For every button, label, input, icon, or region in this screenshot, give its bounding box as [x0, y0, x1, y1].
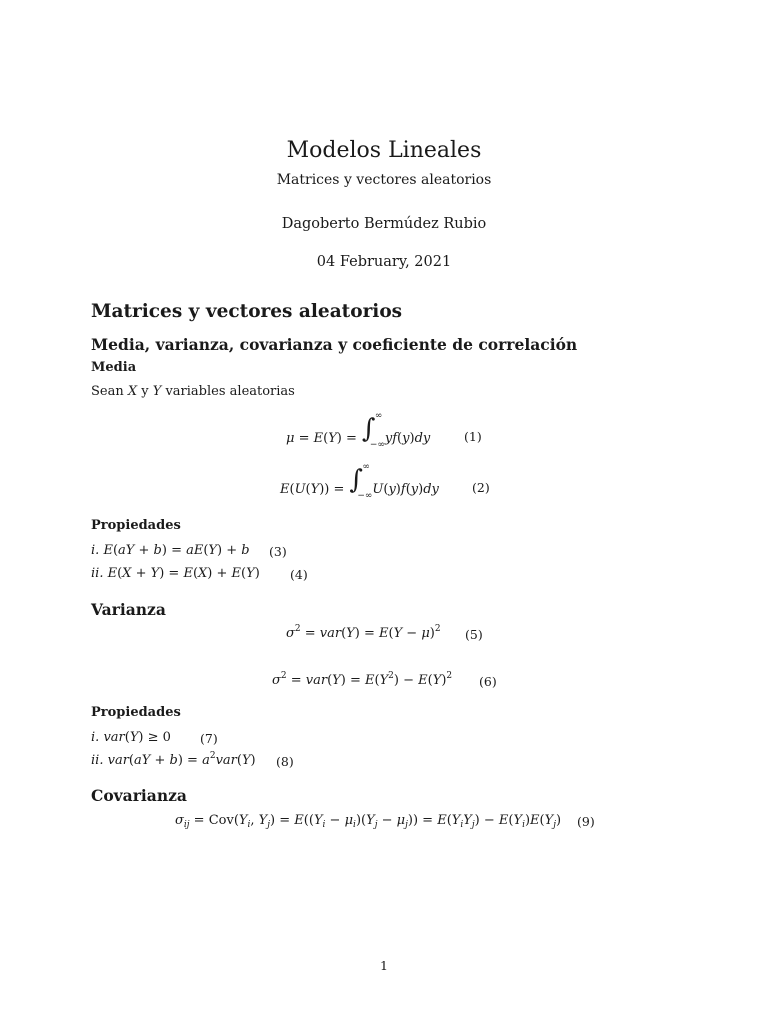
- math-token: (: [289, 482, 295, 497]
- math-token: 2: [280, 671, 287, 681]
- math-token: (: [327, 673, 333, 688]
- math-token: j: [471, 820, 475, 830]
- math-token: (: [446, 813, 452, 828]
- math-token: ): [254, 566, 260, 581]
- math-token: =: [286, 673, 306, 688]
- math-token: Y: [379, 673, 389, 688]
- math-token: Y: [238, 813, 248, 828]
- equation-5-number: (5): [465, 627, 483, 642]
- equation-1: [286, 411, 431, 450]
- math-token: (: [388, 626, 394, 641]
- math-token: ,: [250, 813, 259, 828]
- section-heading: Matrices y vectores aleatorios: [91, 301, 403, 322]
- math-token: ) =: [161, 543, 187, 558]
- math-token: E: [280, 482, 290, 497]
- math-token: (: [128, 753, 134, 768]
- math-token: b: [153, 543, 162, 558]
- math-token: Y: [258, 813, 268, 828]
- math-token: E: [437, 813, 447, 828]
- equation-6: [272, 673, 452, 688]
- math-token: yf: [384, 431, 398, 446]
- math-token: dy: [423, 482, 439, 497]
- math-token: ) =: [270, 813, 295, 828]
- math-token: dy: [414, 431, 431, 446]
- math-token: (: [383, 482, 389, 497]
- math-token: E: [313, 431, 324, 446]
- math-token: Y: [513, 813, 523, 828]
- subsection-heading: Media, varianza, covarianza y coeficiente de correlación: [91, 335, 578, 354]
- math-token: ((: [303, 813, 314, 828]
- document-title: Modelos Lineales: [286, 138, 482, 163]
- math-token: 2: [434, 624, 441, 634]
- math-token: Y: [432, 673, 442, 688]
- math-token: i: [322, 820, 326, 830]
- math-token: Y: [246, 566, 255, 581]
- math-token: = Cov(: [189, 813, 239, 828]
- page-number: 1: [380, 958, 388, 973]
- equation-9-number: (9): [577, 814, 595, 829]
- covarianza-heading: Covarianza: [91, 786, 187, 805]
- math-token: ) ≥ 0: [138, 730, 171, 745]
- math-token: y: [402, 431, 410, 446]
- math-token: μ: [396, 813, 406, 828]
- math-token: Y: [332, 673, 341, 688]
- math-token: i: [353, 820, 356, 830]
- math-token: ): [429, 626, 435, 641]
- math-token: E: [498, 813, 509, 828]
- math-token: ) −: [474, 813, 499, 828]
- math-token: 2: [388, 671, 394, 681]
- math-token: (: [117, 566, 123, 581]
- property-8: [91, 753, 256, 768]
- propiedades-heading-1: Propiedades: [91, 518, 181, 533]
- math-token: ) +: [207, 566, 232, 581]
- math-token: ): [524, 813, 531, 828]
- math-token: ij: [183, 820, 190, 830]
- math-token: E: [418, 673, 428, 688]
- math-token: X: [198, 566, 208, 581]
- math-token: E: [231, 566, 242, 581]
- math-token: E: [365, 673, 375, 688]
- equation-7-number: (7): [200, 731, 218, 746]
- math-token: ) =: [336, 431, 357, 446]
- math-token: Y: [463, 813, 472, 828]
- math-token: Y: [208, 543, 218, 558]
- math-token: (: [341, 626, 347, 641]
- property-3: [91, 543, 250, 558]
- math-token: X: [122, 566, 132, 581]
- math-token: (: [508, 813, 514, 828]
- math-token: f: [400, 482, 406, 497]
- math-token: μ =: [286, 431, 314, 446]
- math-token: −: [402, 626, 422, 641]
- integral-sign: [361, 411, 385, 450]
- math-token: y: [388, 482, 396, 497]
- author-name: Dagoberto Bermúdez Rubio: [281, 216, 487, 232]
- property-4: [91, 566, 260, 581]
- math-token: (: [427, 673, 433, 688]
- math-token: aE: [186, 543, 204, 558]
- math-token: i: [522, 820, 525, 830]
- math-token: y: [410, 482, 419, 497]
- math-token: Y: [152, 384, 162, 399]
- math-token: σ: [286, 626, 295, 641]
- document-date: 04 February, 2021: [316, 254, 452, 270]
- math-token: +: [131, 566, 151, 581]
- math-token: ) =: [177, 753, 203, 768]
- math-token: var: [215, 753, 237, 768]
- math-token: E: [530, 813, 540, 828]
- math-token: ) =: [354, 626, 379, 641]
- math-token: y: [137, 384, 153, 399]
- math-token: E: [294, 813, 304, 828]
- math-token: aY: [118, 543, 135, 558]
- math-token: )(: [355, 813, 367, 828]
- math-token: +: [150, 753, 170, 768]
- math-token: (: [236, 753, 242, 768]
- math-token: b: [169, 753, 178, 768]
- math-token: −: [325, 813, 345, 828]
- math-token: Sean: [91, 384, 128, 399]
- math-token: (: [112, 543, 119, 558]
- equation-3-number: (3): [269, 544, 287, 559]
- math-token: j: [405, 820, 408, 830]
- math-token: Y: [129, 730, 139, 745]
- math-token: ): [250, 753, 256, 768]
- math-token: (: [305, 482, 311, 497]
- math-token: (: [405, 482, 411, 497]
- equation-6-number: (6): [479, 674, 497, 689]
- math-token: ) =: [340, 673, 365, 688]
- math-token: (: [124, 730, 130, 745]
- math-token: ): [418, 482, 424, 497]
- integral-upper-limit: ∞: [374, 411, 383, 421]
- math-token: variables aleatorias: [161, 384, 295, 399]
- math-token: (: [192, 566, 199, 581]
- math-token: E: [103, 543, 113, 558]
- math-token: ): [556, 813, 562, 828]
- math-token: Y: [150, 566, 160, 581]
- math-token: E: [379, 626, 389, 641]
- media-intro-text: [91, 384, 295, 399]
- math-token: i: [247, 820, 251, 830]
- math-token: μ: [421, 626, 430, 641]
- math-token: Y: [451, 813, 461, 828]
- math-token: (: [323, 431, 329, 446]
- math-token: Y: [393, 626, 403, 641]
- math-token: X: [127, 384, 138, 399]
- math-token: aY: [133, 753, 151, 768]
- property-7: [91, 730, 171, 745]
- list-label: i.: [91, 543, 104, 558]
- math-token: μ: [344, 813, 354, 828]
- equation-5: [286, 626, 441, 641]
- propiedades-heading-2: Propiedades: [91, 705, 181, 720]
- integral-upper-limit: ∞: [362, 462, 370, 472]
- integral-sign: [348, 462, 373, 501]
- math-token: Y: [310, 482, 320, 497]
- list-label: i.: [91, 730, 104, 745]
- math-token: 2: [209, 751, 216, 761]
- math-token: Y: [366, 813, 375, 828]
- math-token: Y: [346, 626, 355, 641]
- varianza-heading: Varianza: [91, 600, 166, 619]
- equation-2: [280, 462, 439, 501]
- math-token: =: [300, 626, 320, 641]
- math-token: (: [241, 566, 247, 581]
- math-token: )) =: [319, 482, 345, 497]
- math-token: Y: [544, 813, 554, 828]
- math-token: σ: [175, 813, 184, 828]
- math-token: var: [305, 673, 328, 688]
- math-token: var: [103, 730, 125, 745]
- math-token: ): [441, 673, 447, 688]
- integral-symbol: ∫: [349, 465, 363, 495]
- math-token: +: [134, 543, 154, 558]
- math-token: (: [539, 813, 545, 828]
- document-subtitle: Matrices y vectores aleatorios: [276, 172, 492, 188]
- math-token: j: [553, 820, 557, 830]
- math-token: i: [460, 820, 464, 830]
- math-token: ): [395, 482, 401, 497]
- math-token: j: [374, 820, 378, 830]
- math-token: b: [241, 543, 250, 558]
- math-token: Y: [328, 431, 337, 446]
- equation-2-number: (2): [472, 480, 490, 495]
- math-token: (: [203, 543, 209, 558]
- math-token: (: [374, 673, 380, 688]
- math-token: ) +: [217, 543, 242, 558]
- math-token: var: [107, 753, 129, 768]
- math-token: 2: [446, 671, 453, 681]
- math-token: var: [319, 626, 342, 641]
- equation-9: [175, 813, 561, 828]
- math-token: (: [397, 431, 403, 446]
- list-label: ii.: [91, 566, 108, 581]
- equation-8-number: (8): [276, 754, 294, 769]
- integral-lower-limit: −∞: [369, 440, 385, 450]
- math-token: E: [183, 566, 193, 581]
- equation-1-number: (1): [464, 429, 482, 444]
- math-token: ): [409, 431, 415, 446]
- integral-lower-limit: −∞: [357, 491, 373, 501]
- math-token: Y: [313, 813, 323, 828]
- math-token: )) =: [407, 813, 438, 828]
- math-token: −: [377, 813, 397, 828]
- integral-symbol: ∫: [361, 414, 376, 444]
- math-token: ) −: [393, 673, 419, 688]
- list-label: ii.: [91, 753, 108, 768]
- media-heading: Media: [91, 360, 137, 375]
- math-token: U: [294, 482, 306, 497]
- math-token: U: [372, 482, 384, 497]
- math-token: ) =: [159, 566, 184, 581]
- equation-4-number: (4): [290, 567, 308, 582]
- math-token: 2: [294, 624, 301, 634]
- math-token: j: [267, 820, 271, 830]
- math-token: E: [107, 566, 118, 581]
- math-token: σ: [272, 673, 281, 688]
- math-token: Y: [241, 753, 251, 768]
- math-token: a: [202, 753, 210, 768]
